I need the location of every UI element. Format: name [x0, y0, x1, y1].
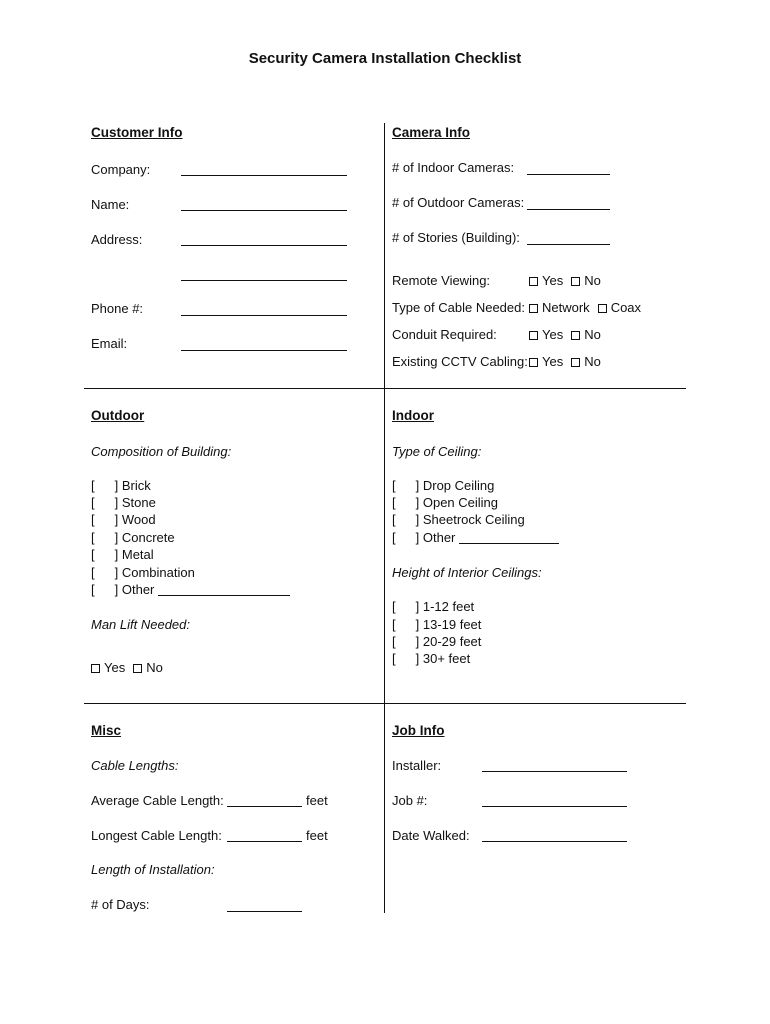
phone-label: Phone #:: [91, 301, 144, 316]
checkbox-icon: [571, 277, 580, 286]
address-label: Address:: [91, 232, 143, 247]
remote-viewing-label: Remote Viewing:: [392, 273, 491, 288]
man-lift-label: Man Lift Needed:: [91, 617, 191, 632]
material-other-input[interactable]: [158, 595, 290, 596]
job-info-heading: Job Info: [392, 723, 445, 738]
section-divider-top: [84, 388, 686, 389]
page-title: Security Camera Installation Checklist: [248, 50, 522, 67]
remote-viewing-options: [529, 273, 609, 288]
cctv-options: [529, 354, 609, 369]
conduit-yes[interactable]: Yes: [529, 327, 563, 342]
cable-type-coax[interactable]: Coax: [598, 300, 641, 315]
ceiling-other-input[interactable]: [459, 543, 559, 544]
material-wood[interactable]: [ ] Wood: [91, 512, 156, 527]
email-label: Email:: [91, 336, 128, 351]
ceiling-open[interactable]: [ ] Open Ceiling: [392, 495, 499, 510]
cable-type-options: [529, 300, 649, 315]
outdoor-cameras-input[interactable]: [527, 209, 610, 210]
height-30-plus[interactable]: [ ] 30+ feet: [392, 651, 471, 666]
checkbox-icon: [529, 277, 538, 286]
email-input[interactable]: [181, 350, 347, 351]
remote-viewing-yes[interactable]: Yes: [529, 273, 563, 288]
date-walked-label: Date Walked:: [392, 828, 470, 843]
longest-cable-length-unit: feet: [306, 828, 328, 843]
material-combination[interactable]: [ ] Combination: [91, 565, 195, 580]
install-length-label: Length of Installation:: [91, 862, 215, 877]
job-number-label: Job #:: [392, 793, 428, 808]
avg-cable-length-input[interactable]: [227, 806, 302, 807]
customer-info-heading: Customer Info: [91, 125, 183, 140]
ceiling-sheetrock[interactable]: [ ] Sheetrock Ceiling: [392, 512, 525, 527]
avg-cable-length-label: Average Cable Length:: [91, 793, 224, 808]
company-input[interactable]: [181, 175, 347, 176]
indoor-cameras-input[interactable]: [527, 174, 610, 175]
ceiling-drop[interactable]: [ ] Drop Ceiling: [392, 478, 495, 493]
company-label: Company:: [91, 162, 151, 177]
height-1-12[interactable]: [ ] 1-12 feet: [392, 599, 475, 614]
avg-cable-length-unit: feet: [306, 793, 328, 808]
cable-type-network[interactable]: Network: [529, 300, 590, 315]
ceiling-height-label: Height of Interior Ceilings:: [392, 565, 542, 580]
address-input-line1[interactable]: [181, 245, 347, 246]
man-lift-no[interactable]: No: [133, 660, 163, 675]
cable-type-label: Type of Cable Needed:: [392, 300, 525, 315]
name-input[interactable]: [181, 210, 347, 211]
checkbox-icon: [91, 664, 100, 673]
section-divider-middle: [84, 703, 686, 704]
composition-label: Composition of Building:: [91, 444, 232, 459]
checkbox-icon: [571, 358, 580, 367]
date-walked-input[interactable]: [482, 841, 627, 842]
checkbox-icon: [133, 664, 142, 673]
conduit-options: [529, 327, 609, 342]
conduit-label: Conduit Required:: [392, 327, 497, 342]
material-metal[interactable]: [ ] Metal: [91, 547, 154, 562]
misc-heading: Misc: [91, 723, 122, 738]
cable-lengths-label: Cable Lengths:: [91, 758, 179, 773]
stories-input[interactable]: [527, 244, 610, 245]
height-13-19[interactable]: [ ] 13-19 feet: [392, 617, 482, 632]
longest-cable-length-label: Longest Cable Length:: [91, 828, 222, 843]
outdoor-heading: Outdoor: [91, 408, 145, 423]
installer-label: Installer:: [392, 758, 442, 773]
checkbox-icon: [529, 331, 538, 340]
stories-label: # of Stories (Building):: [392, 230, 520, 245]
height-20-29[interactable]: [ ] 20-29 feet: [392, 634, 482, 649]
checkbox-icon: [529, 358, 538, 367]
ceiling-type-label: Type of Ceiling:: [392, 444, 482, 459]
column-divider: [384, 123, 385, 913]
material-other[interactable]: [ ] Other: [91, 582, 290, 597]
longest-cable-length-input[interactable]: [227, 841, 302, 842]
man-lift-options: [91, 660, 171, 675]
material-stone[interactable]: [ ] Stone: [91, 495, 156, 510]
cctv-label: Existing CCTV Cabling:: [392, 354, 528, 369]
days-label: # of Days:: [91, 897, 150, 912]
address-input-line2[interactable]: [181, 280, 347, 281]
outdoor-cameras-label: # of Outdoor Cameras:: [392, 195, 525, 210]
remote-viewing-no[interactable]: No: [571, 273, 601, 288]
checkbox-icon: [598, 304, 607, 313]
camera-info-heading: Camera Info: [392, 125, 471, 140]
installer-input[interactable]: [482, 771, 627, 772]
job-number-input[interactable]: [482, 806, 627, 807]
checkbox-icon: [529, 304, 538, 313]
cctv-no[interactable]: No: [571, 354, 601, 369]
cctv-yes[interactable]: Yes: [529, 354, 563, 369]
material-brick[interactable]: [ ] Brick: [91, 478, 151, 493]
material-concrete[interactable]: [ ] Concrete: [91, 530, 175, 545]
man-lift-yes[interactable]: Yes: [91, 660, 125, 675]
conduit-no[interactable]: No: [571, 327, 601, 342]
indoor-cameras-label: # of Indoor Cameras:: [392, 160, 515, 175]
ceiling-other[interactable]: [ ] Other: [392, 530, 559, 545]
checkbox-icon: [571, 331, 580, 340]
name-label: Name:: [91, 197, 130, 212]
days-input[interactable]: [227, 911, 302, 912]
phone-input[interactable]: [181, 315, 347, 316]
indoor-heading: Indoor: [392, 408, 434, 423]
